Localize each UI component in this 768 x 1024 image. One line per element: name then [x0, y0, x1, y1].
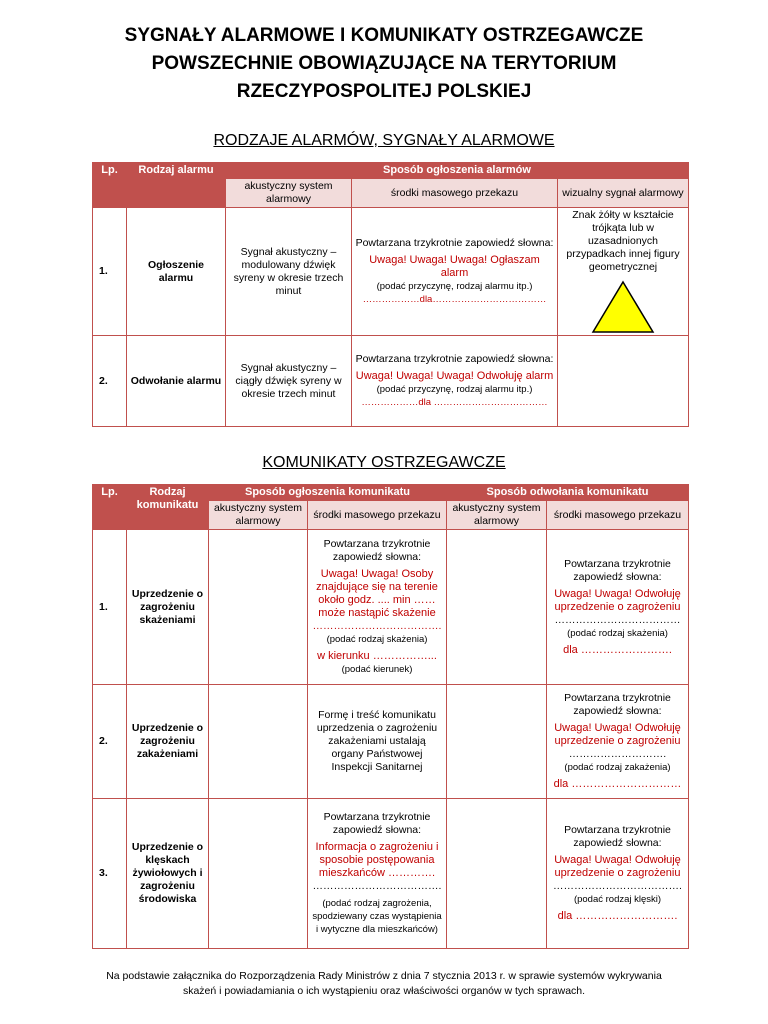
cancel-note: (podać rodzaj skażenia) — [567, 627, 668, 639]
subheader-acoustic: akustyczny system alarmowy — [447, 501, 547, 530]
visual-cell — [558, 336, 689, 427]
media-intro: Powtarzana trzykrotnie zapowiedź słowna: — [355, 237, 554, 249]
media-note: (podać przyczynę, rodzaj alarmu itp.) — [376, 384, 533, 395]
cancel-text: Uwaga! Uwaga! Odwołuję uprzedzenie o zagrożeniu — [554, 854, 681, 879]
footer-note — [60, 969, 708, 999]
row-lp: 3. — [93, 799, 127, 949]
announce-direction: w kierunku ……………... — [317, 650, 437, 662]
media-dla: ………………dla ……………………………… — [361, 397, 548, 408]
section-alarms-title: RODZAJE ALARMÓW, SYGNAŁY ALARMOWE — [213, 132, 555, 149]
alarm-type: Ogłoszenie alarmu — [127, 208, 226, 336]
row-lp: 2. — [93, 336, 127, 427]
cancel-note: (podać rodzaj zakażenia) — [564, 762, 671, 773]
announce-note: (podać rodzaj zagrożenia, spodziewany czas wystąpienia i wytyczne dla mieszkańców) — [312, 898, 442, 935]
cancel-dla: dla ………………………… — [553, 778, 682, 790]
cancel-dots: ………………………. — [568, 748, 667, 760]
section-warnings-title: KOMUNIKATY OSTRZEGAWCZE — [262, 454, 506, 471]
cancel-media-cell — [547, 530, 689, 685]
subheader-acoustic: akustyczny system alarmowy — [226, 179, 352, 208]
header-cancel-method: Sposób odwołania komunikatu — [447, 485, 689, 501]
announce-direction-note: (podać kierunek) — [341, 664, 413, 675]
announce-note: (podać rodzaj skażenia) — [326, 634, 428, 645]
warnings-table — [92, 484, 689, 949]
acoustic-cell: Sygnał akustyczny – ciągły dźwięk syreny w okresie trzech minut — [226, 336, 352, 427]
cancel-acoustic-cell — [447, 685, 547, 799]
title-line-1: SYGNAŁY ALARMOWE I KOMUNIKATY OSTRZEGAWCZE — [124, 25, 644, 46]
announce-text: Uwaga! Uwaga! Osoby znajdujące się na terenie około godz. .... min …… może nastąpić skażenie — [316, 568, 438, 619]
cancel-text: Uwaga! Uwaga! Odwołuję uprzedzenie o zagrożeniu — [554, 587, 681, 613]
header-lp: Lp. — [93, 163, 127, 208]
visual-text: Znak żółty w kształcie trójkąta lub w uzasadnionych przypadkach innej figury geometrycznej — [566, 209, 680, 273]
row-lp: 1. — [93, 530, 127, 685]
media-dla: ………………dla……………………………… — [362, 294, 547, 305]
title-line-3: RZECZYPOSPOLITEJ POLSKIEJ — [236, 81, 532, 102]
announce-media-cell: Formę i treść komunikatu uprzedzenia o zagrożeniu zakażeniami ustalają organy Państwowej Inspekcji Sanitarnej — [308, 685, 447, 799]
announce-acoustic-cell — [209, 530, 308, 685]
cancel-media-cell — [547, 685, 689, 799]
alarms-table — [92, 162, 689, 427]
media-cell — [352, 208, 558, 336]
yellow-triangle-icon — [591, 280, 655, 334]
announce-media-cell — [308, 530, 447, 685]
announce-acoustic-cell — [209, 799, 308, 949]
announce-dots: ………………………………. — [312, 620, 442, 632]
row-lp: 1. — [93, 208, 127, 336]
header-announce-method: Sposób ogłoszenia komunikatu — [209, 485, 447, 501]
cancel-intro: Powtarzana trzykrotnie zapowiedź słowna: — [564, 692, 671, 717]
subheader-acoustic: akustyczny system alarmowy — [209, 501, 308, 530]
alarm-type: Odwołanie alarmu — [127, 336, 226, 427]
message-type: Uprzedzenie o zagrożeniu zakażeniami — [127, 685, 209, 799]
subheader-media: środki masowego przekazu — [547, 501, 689, 530]
announce-text: Informacja o zagrożeniu i sposobie postępowania mieszkańców …………. — [315, 841, 439, 879]
cancel-acoustic-cell — [447, 799, 547, 949]
cancel-dla: dla ………………………. — [557, 910, 678, 922]
cancel-note: (podać rodzaj klęski) — [573, 894, 662, 905]
cancel-text: Uwaga! Uwaga! Odwołuję uprzedzenie o zagrożeniu — [554, 722, 681, 747]
cancel-media-cell — [547, 799, 689, 949]
message-type: Uprzedzenie o klęskach żywiołowych i zagrożeniu środowiska — [127, 799, 209, 949]
cancel-intro: Powtarzana trzykrotnie zapowiedź słowna: — [564, 824, 671, 849]
subheader-media: środki masowego przekazu — [308, 501, 447, 530]
media-note: (podać przyczynę, rodzaj alarmu itp.) — [376, 281, 533, 292]
cancel-dots: ……………………………… — [554, 613, 681, 626]
footer-line-1: Na podstawie załącznika do Rozporządzenia Rady Ministrów z dnia 7 stycznia 2013 r. w sprawie systemów wykrywania — [106, 970, 662, 982]
message-type: Uprzedzenie o zagrożeniu skażeniami — [127, 530, 209, 685]
document-title — [0, 22, 768, 106]
header-lp: Lp. — [93, 485, 127, 530]
header-message-type: Rodzaj komunikatu — [127, 485, 209, 530]
header-alarm-type: Rodzaj alarmu — [127, 163, 226, 208]
announce-media-cell — [308, 799, 447, 949]
cancel-intro: Powtarzana trzykrotnie zapowiedź słowna: — [564, 557, 671, 583]
footer-line-2: skażeń i powiadamiania o ich wystąpieniu oraz właściwości organów w tych sprawach. — [182, 985, 586, 997]
announce-intro: Powtarzana trzykrotnie zapowiedź słowna: — [323, 538, 431, 563]
visual-cell — [558, 208, 689, 336]
announce-dots: ………………………………. — [312, 880, 442, 892]
cancel-acoustic-cell — [447, 530, 547, 685]
cancel-dots: ………………………………. — [553, 880, 682, 892]
subheader-media: środki masowego przekazu — [352, 179, 558, 208]
media-cell — [352, 336, 558, 427]
row-lp: 2. — [93, 685, 127, 799]
announce-acoustic-cell — [209, 685, 308, 799]
media-intro: Powtarzana trzykrotnie zapowiedź słowna: — [355, 353, 554, 365]
header-alarm-method: Sposób ogłoszenia alarmów — [226, 163, 689, 179]
media-announcement: Uwaga! Uwaga! Uwaga! Ogłaszam alarm — [369, 254, 540, 279]
cancel-dla: dla ……………………. — [563, 643, 672, 656]
title-line-2: POWSZECHNIE OBOWIĄZUJĄCE NA TERYTORIUM — [151, 53, 617, 74]
acoustic-cell: Sygnał akustyczny – modulowany dźwięk syreny w okresie trzech minut — [226, 208, 352, 336]
media-announcement: Uwaga! Uwaga! Uwaga! Odwołuję alarm — [355, 370, 554, 382]
announce-intro: Powtarzana trzykrotnie zapowiedź słowna: — [323, 811, 431, 836]
subheader-visual: wizualny sygnał alarmowy — [558, 179, 689, 208]
